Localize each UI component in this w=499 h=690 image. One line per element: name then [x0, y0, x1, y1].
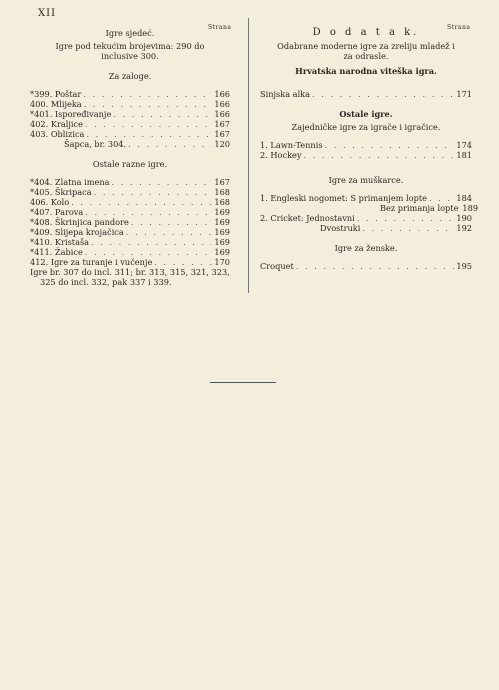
dodatak-title: D o d a t a k.	[312, 27, 420, 38]
heading-igre-sjedec: Igre sjedeć.	[105, 28, 155, 38]
toc-row: *405. Škripaca . . . 168	[30, 187, 230, 197]
column-divider	[248, 18, 249, 293]
heading-za-zaloge: Za zaloge.	[108, 71, 152, 81]
dodatak-subtitle: Odabrane moderne igre za zreliju mladež i za odrasle.	[277, 41, 455, 61]
toc-row: 403. Oblizica . . . 167	[30, 129, 230, 139]
toc-row: *401. Ispoređivanje . . . 166	[30, 109, 230, 119]
heading-zajednicke-igre: Zajedničke igre za igrače i igračice.	[291, 122, 441, 132]
bottom-rule	[210, 382, 276, 383]
toc-row: 2. Cricket: Jednostavni . . . 190	[260, 213, 472, 223]
toc-row: *410. Kristaša . . . 169	[30, 237, 230, 247]
toc-row: Dvostruki . . . 192	[260, 223, 472, 233]
strana-label-right: Strana	[447, 24, 471, 31]
toc-row: Šapca, br. 304. . . . 120	[30, 139, 230, 149]
heading-igre-za-muskarce: Igre za muškarce.	[328, 175, 404, 185]
toc-row: *409. Slijepa krojačica . . . 169	[30, 227, 230, 237]
toc-row: 1. Engleski nogomet: S primanjem lopte . . . 184	[260, 193, 472, 203]
toc-row: 400. Mlijeka . . . 166	[30, 99, 230, 109]
heading-hrvatska-viteska-igra: Hrvatska narodna viteška igra.	[295, 66, 437, 76]
toc-row: 2. Hockey . . . 181	[260, 150, 472, 160]
left-column	[30, 28, 230, 287]
toc-row: *407. Parova . . . 169	[30, 207, 230, 217]
toc-row: Sinjska alka . . . 171	[260, 89, 472, 99]
toc-row: Bez primanja lopte 189	[380, 203, 479, 213]
toc-row: *399. Poštar . . . 166	[30, 89, 230, 99]
toc-row: 402. Kraljice . . . 167	[30, 119, 230, 129]
page-number: XII	[38, 8, 57, 19]
paragraph-tekuci-brojevi: Igre pod tekućim brojevima: 290 do inclusive 300.	[55, 41, 205, 61]
paragraph-igre-br: Igre br. 307 do incl. 311; br. 313, 315, 321, 323, 325 do incl. 332, pak 337 i 339.	[30, 267, 230, 287]
toc-row: *408. Škrinjica pandore . . . 169	[30, 217, 230, 227]
toc-row: 406. Kolo . . . 168	[30, 197, 230, 207]
heading-igre-za-zenske: Igre za ženske.	[334, 243, 398, 253]
toc-row: 412. Igre za turanje i vučenje . . . 170	[30, 257, 230, 267]
heading-ostale-razne-igre: Ostale razne igre.	[92, 159, 168, 169]
toc-row: 1. Lawn-Tennis . . . 174	[260, 140, 472, 150]
toc-row: Croquet . . . 195	[260, 261, 472, 271]
toc-row: *404. Zlatna imena . . . 167	[30, 177, 230, 187]
toc-row: *411. Žabice . . . 169	[30, 247, 230, 257]
strana-label-left: Strana	[208, 24, 232, 31]
heading-ostale-igre: Ostale igre.	[339, 109, 393, 119]
